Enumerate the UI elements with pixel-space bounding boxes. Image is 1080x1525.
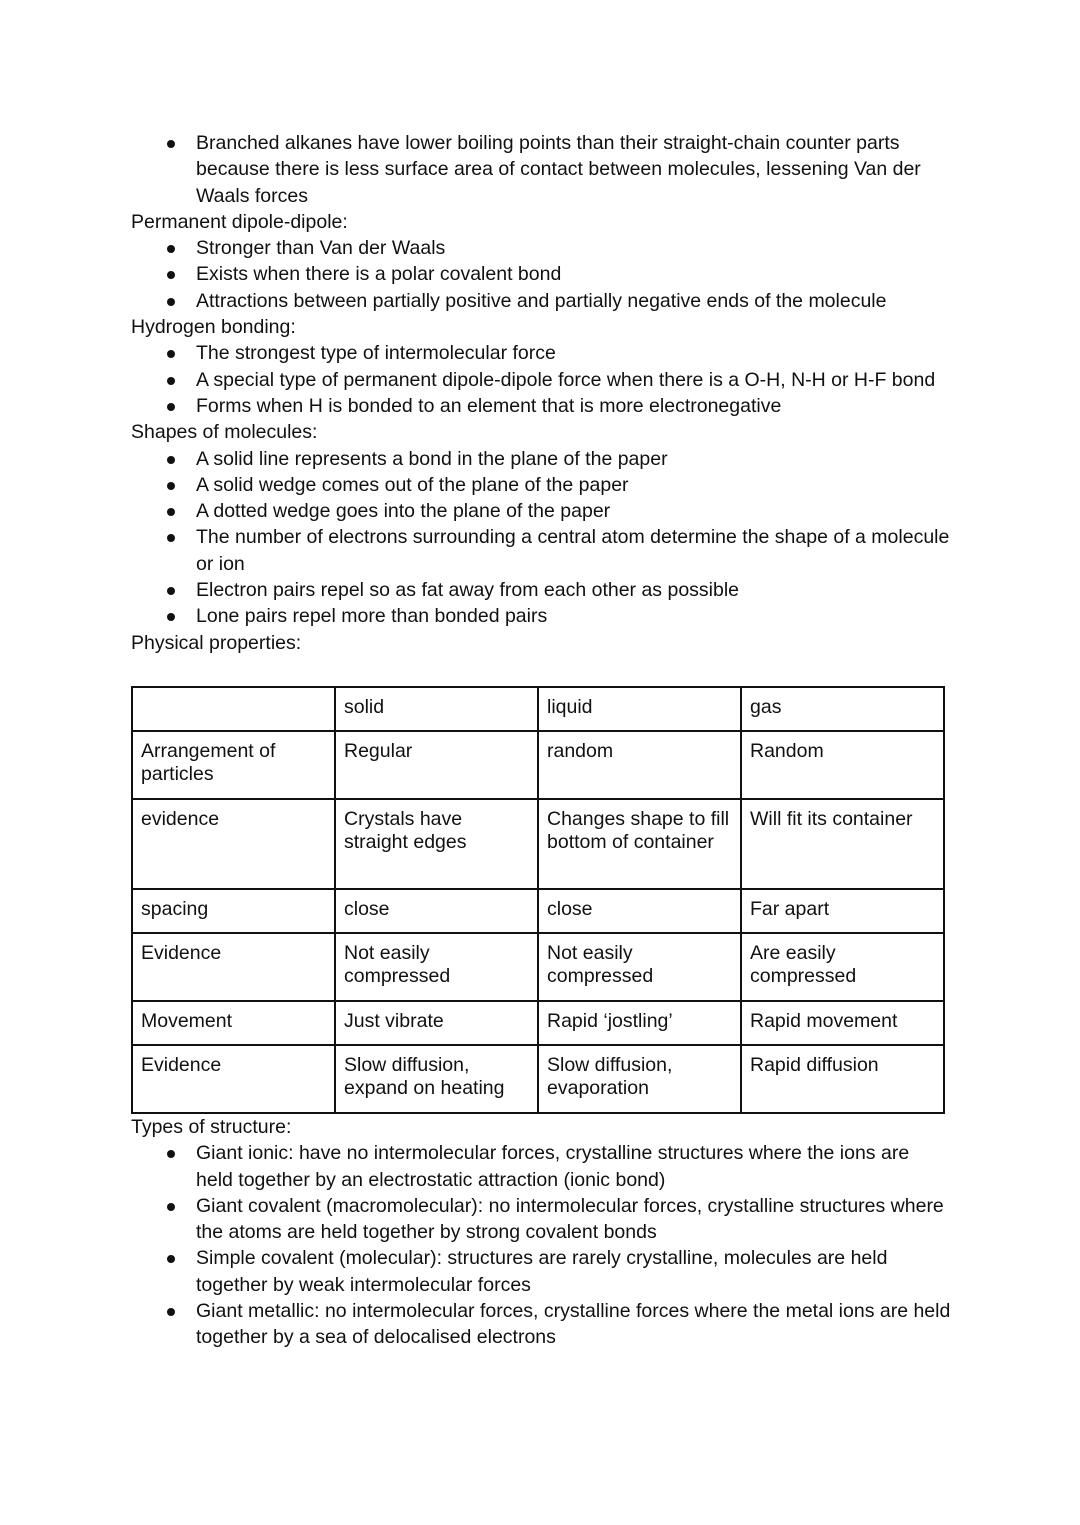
table-cell: Rapid diffusion [741, 1045, 944, 1113]
list-item-text: A dotted wedge goes into the plane of the paper [196, 500, 611, 523]
section-heading-hydrogen: Hydrogen bonding: [131, 316, 296, 339]
table-row [132, 1001, 944, 1045]
table-cell: Changes shape to fill bottom of container [538, 799, 741, 889]
list-item [131, 235, 951, 261]
list-item-text: Electron pairs repel so as fat away from each other as possible [196, 579, 740, 602]
intro-bullet-list [131, 130, 951, 209]
bullet-icon [167, 508, 175, 516]
list-item [131, 472, 951, 498]
table-cell: Evidence [132, 933, 335, 1001]
table-cell: random [538, 731, 741, 799]
table-header-cell: solid [335, 687, 538, 731]
bullet-icon [167, 271, 175, 279]
table-header-row [132, 687, 944, 731]
section-heading-dipole: Permanent dipole-dipole: [131, 210, 348, 233]
bullet-icon [167, 534, 175, 542]
list-item-text: The strongest type of intermolecular force [196, 342, 556, 365]
table-cell: evidence [132, 799, 335, 889]
bullet-icon [167, 587, 175, 595]
list-item-text: Giant ionic: have no intermolecular forces, crystalline structures where the ions are held together by an electrostatic attraction (ionic bond) [196, 1142, 910, 1191]
bullet-icon [167, 1308, 175, 1316]
table-cell: Not easily compressed [538, 933, 741, 1001]
list-item [131, 1298, 951, 1351]
table-cell: Evidence [132, 1045, 335, 1113]
bullet-icon [167, 482, 175, 490]
bullet-icon [167, 377, 175, 385]
table-cell: Movement [132, 1001, 335, 1045]
section-heading-physical: Physical properties: [131, 631, 302, 654]
list-item [131, 340, 951, 366]
list-item-text: A special type of permanent dipole-dipole force when there is a O-H, N-H or H-F bond [196, 368, 936, 391]
table-cell: Slow diffusion, expand on heating [335, 1045, 538, 1113]
list-item [131, 393, 951, 419]
table-cell: Are easily compressed [741, 933, 944, 1001]
table-cell: Regular [335, 731, 538, 799]
list-item [131, 1140, 951, 1193]
list-item-text: Forms when H is bonded to an element that is more electronegative [196, 394, 782, 417]
hydrogen-bullet-list [131, 340, 951, 419]
table-cell: Crystals have straight edges [335, 799, 538, 889]
table-cell: Rapid ‘jostling’ [538, 1001, 741, 1045]
table-header-cell: gas [741, 687, 944, 731]
table-row [132, 731, 944, 799]
table-header-cell: liquid [538, 687, 741, 731]
bullet-icon [167, 298, 175, 306]
bullet-icon [167, 456, 175, 464]
list-item-text: A solid wedge comes out of the plane of the paper [196, 473, 629, 496]
bullet-icon [167, 1203, 175, 1211]
table-cell: Random [741, 731, 944, 799]
table-cell: close [538, 889, 741, 933]
list-item [131, 1245, 951, 1298]
list-item-text: Attractions between partially positive and partially negative ends of the molecule [196, 289, 887, 312]
list-item [131, 524, 951, 577]
list-item-text: Stronger than Van der Waals [196, 237, 446, 260]
list-item [131, 288, 951, 314]
table-cell: Just vibrate [335, 1001, 538, 1045]
bullet-icon [167, 350, 175, 358]
section-heading-shapes: Shapes of molecules: [131, 421, 318, 444]
bullet-icon [167, 403, 175, 411]
shapes-bullet-list [131, 446, 951, 630]
structure-bullet-list [131, 1140, 951, 1350]
table-cell: Will fit its container [741, 799, 944, 889]
bullet-icon [167, 613, 175, 621]
document-page [131, 130, 951, 1351]
table-row [132, 1045, 944, 1113]
list-item-text: A solid line represents a bond in the plane of the paper [196, 447, 668, 470]
list-item-text: Branched alkanes have lower boiling points than their straight-chain counter parts because there is less surface area of contact between molecules, lessening Van der Waals forces [196, 132, 921, 207]
list-item-text: Lone pairs repel more than bonded pairs [196, 605, 548, 628]
table-header-cell [132, 687, 335, 731]
bullet-icon [167, 1255, 175, 1263]
bullet-icon [167, 140, 175, 148]
table-cell: Not easily compressed [335, 933, 538, 1001]
list-item-text: Giant covalent (macromolecular): no intermolecular forces, crystalline structures where the atoms are held together by strong covalent bonds [196, 1194, 944, 1244]
list-item [131, 603, 951, 629]
list-item-text: Exists when there is a polar covalent bond [196, 263, 562, 286]
table-cell: spacing [132, 889, 335, 933]
list-item [131, 261, 951, 287]
table-cell: Rapid movement [741, 1001, 944, 1045]
table-row [132, 933, 944, 1001]
bullet-icon [167, 1150, 175, 1158]
physical-properties-table [131, 686, 945, 1114]
list-item [131, 577, 951, 603]
table-cell: Far apart [741, 889, 944, 933]
bullet-icon [167, 245, 175, 253]
table-cell: close [335, 889, 538, 933]
table-row [132, 889, 944, 933]
list-item [131, 1193, 951, 1246]
list-item [131, 498, 951, 524]
list-item-text: The number of electrons surrounding a central atom determine the shape of a molecule or ion [196, 526, 950, 575]
list-item [131, 446, 951, 472]
list-item-text: Simple covalent (molecular): structures are rarely crystalline, molecules are held together by weak intermolecular forces [196, 1247, 888, 1296]
table-cell: Arrangement of particles [132, 731, 335, 799]
list-item [131, 367, 951, 393]
dipole-bullet-list [131, 235, 951, 314]
list-item [131, 130, 951, 209]
table-row [132, 799, 944, 889]
table-cell: Slow diffusion, evaporation [538, 1045, 741, 1113]
list-item-text: Giant metallic: no intermolecular forces, crystalline forces where the metal ions are held together by a sea of delocalised electrons [196, 1300, 951, 1349]
section-heading-structure: Types of structure: [131, 1115, 292, 1138]
